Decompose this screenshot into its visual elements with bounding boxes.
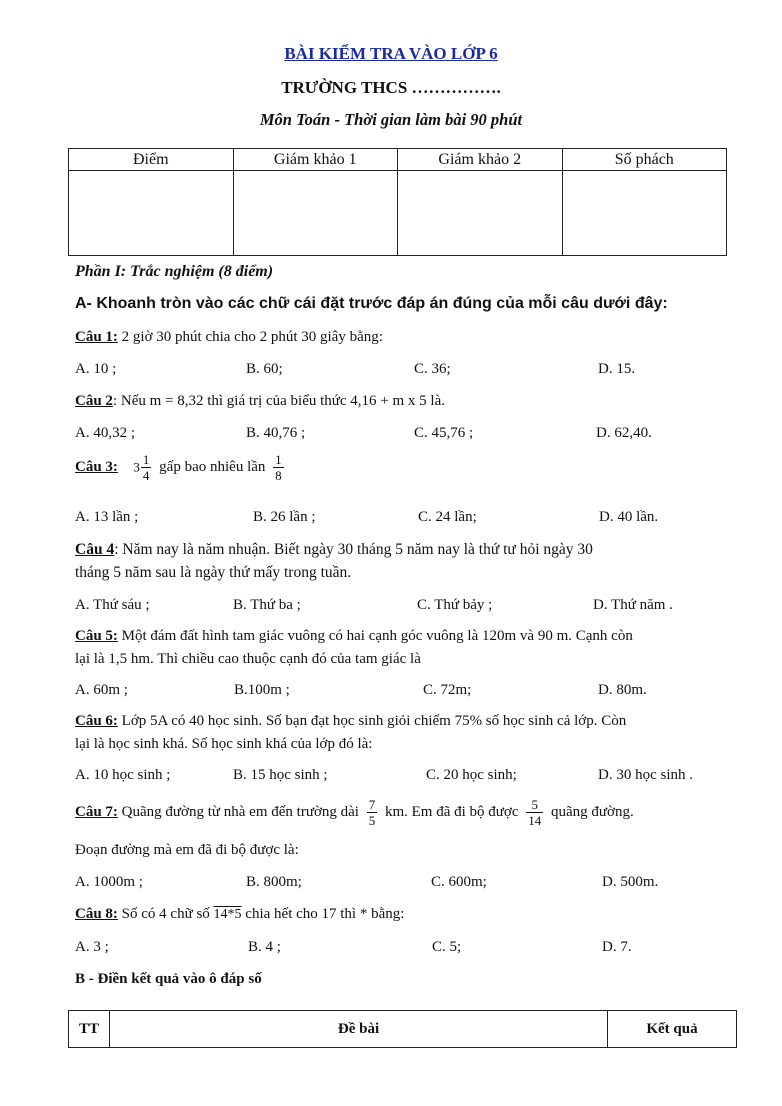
- q1-option-c: C. 36;: [414, 361, 451, 377]
- answer-col-de-bai: Đề bài: [110, 1011, 608, 1048]
- fraction-five-fourteenths: $\frac{5}{14}$: [528, 797, 542, 828]
- score-cell-so-phach: [562, 171, 727, 256]
- q4-option-b: B. Thứ ba ;: [233, 597, 301, 613]
- q8-option-d: D. 7.: [602, 939, 632, 955]
- question-label: Câu 1:: [75, 329, 118, 345]
- q1-option-b: B. 60;: [246, 361, 283, 377]
- q6-option-d: D. 30 học sinh .: [598, 767, 693, 783]
- q7-option-c: C. 600m;: [431, 874, 487, 890]
- q3-option-c: C. 24 lần;: [418, 509, 477, 525]
- score-col-so-phach: Số phách: [562, 149, 727, 171]
- score-cell-diem: [69, 171, 234, 256]
- q5-option-b: B.100m ;: [234, 682, 290, 698]
- question-6: [75, 713, 626, 730]
- q6-option-c: C. 20 học sinh;: [426, 767, 517, 783]
- score-table: [68, 148, 727, 256]
- subject-line: Môn Toán - Thời gian làm bài 90 phút: [259, 110, 523, 129]
- question-7: [75, 797, 634, 828]
- q8-option-b: B. 4 ;: [248, 939, 281, 955]
- answer-table: [68, 1010, 737, 1048]
- q1-option-d: D. 15.: [598, 361, 636, 377]
- score-table-blank-row: [69, 171, 727, 256]
- question-7-line-2: Đoạn đường mà em đã đi bộ được là:: [75, 842, 299, 858]
- question-label: Câu 5:: [75, 628, 118, 644]
- score-cell-giam-khao-1: [233, 171, 398, 256]
- q3-option-b: B. 26 lần ;: [253, 509, 316, 525]
- score-col-diem: Điểm: [69, 149, 234, 171]
- q4-option-c: C. Thứ bảy ;: [417, 597, 493, 613]
- question-5-line-2: lại là 1,5 hm. Thì chiều cao thuộc cạnh đó của tam giác là: [75, 651, 421, 667]
- question-text: chia hết cho 17 thì * bằng:: [241, 906, 405, 922]
- question-4: [75, 541, 593, 559]
- q4-option-a: A. Thứ sáu ;: [75, 597, 150, 613]
- exam-title: BÀI KIỂM TRA VÀO LỚP 6: [284, 44, 498, 63]
- answer-table-header-row: [69, 1011, 737, 1048]
- question-8: [75, 906, 404, 923]
- question-label: Câu 8:: [75, 906, 118, 922]
- question-5: [75, 628, 633, 645]
- q8-option-c: C. 5;: [432, 939, 462, 955]
- score-table-header-row: [69, 149, 727, 171]
- question-1: [75, 329, 383, 346]
- q2-option-c: C. 45,76 ;: [414, 425, 474, 441]
- mixed-number-whole: 3: [133, 459, 140, 475]
- fraction-one-quarter: $\frac{1}{4}$: [142, 452, 150, 483]
- q7-option-a: A. 1000m ;: [75, 874, 143, 890]
- q1-option-a: A. 10 ;: [75, 361, 117, 377]
- fraction-one-eighth: $\frac{1}{8}$: [275, 452, 282, 483]
- question-text: Số có 4 chữ số: [117, 906, 210, 922]
- q2-option-d: D. 62,40.: [596, 425, 652, 441]
- answer-col-tt: TT: [69, 1011, 110, 1048]
- question-text: Một đám đất hình tam giác vuông có hai cạnh góc vuông là 120m và 90 m. Cạnh còn: [117, 628, 633, 644]
- question-3: [75, 452, 288, 483]
- score-col-giam-khao-2: Giám khảo 2: [398, 149, 563, 171]
- q3-option-d: D. 40 lần.: [599, 509, 659, 525]
- question-label: Câu 7:: [75, 803, 118, 820]
- score-col-giam-khao-1: Giám khảo 1: [233, 149, 398, 171]
- q4-option-d: D. Thứ năm .: [593, 597, 673, 613]
- question-text: Lớp 5A có 40 học sinh. Số bạn đạt học sinh giỏi chiếm 75% số học sinh cả lớp. Còn: [117, 713, 627, 729]
- score-cell-giam-khao-2: [398, 171, 563, 256]
- question-text: 2 giờ 30 phút chia cho 2 phút 30 giây bằng:: [117, 329, 383, 345]
- q5-option-a: A. 60m ;: [75, 682, 128, 698]
- question-text: Quãng đường từ nhà em đến trường dài: [117, 803, 359, 820]
- question-label: Câu 6:: [75, 713, 118, 729]
- question-4-line-2: tháng 5 năm sau là ngày thứ mấy trong tuần.: [75, 564, 352, 581]
- q2-option-b: B. 40,76 ;: [246, 425, 306, 441]
- question-label: Câu 3:: [75, 458, 118, 475]
- question-6-line-2: lại là học sinh khá. Số học sinh khá của lớp đó là:: [75, 736, 373, 752]
- section-a-title: A- Khoanh tròn vào các chữ cái đặt trước đáp án đúng của mỗi câu dưới đây:: [75, 295, 668, 312]
- answer-col-ket-qua: Kết quả: [608, 1011, 737, 1048]
- question-2: [75, 393, 445, 410]
- question-label: Câu 4: [75, 541, 115, 558]
- overlined-number: 14*5: [213, 907, 242, 922]
- question-label: Câu 2: [75, 393, 113, 409]
- q2-option-a: A. 40,32 ;: [75, 425, 135, 441]
- q5-option-c: C. 72m;: [423, 682, 472, 698]
- question-text: km. Em đã đi bộ được: [384, 803, 519, 820]
- q8-option-a: A. 3 ;: [75, 939, 109, 955]
- q7-option-b: B. 800m;: [246, 874, 302, 890]
- q6-option-b: B. 15 học sinh ;: [233, 767, 328, 783]
- q5-option-d: D. 80m.: [598, 682, 647, 698]
- question-text: gấp bao nhiêu lần: [159, 458, 266, 475]
- section-b-title: B - Điền kết quả vào ô đáp số: [75, 971, 262, 987]
- school-name: TRƯỜNG THCS …………….: [281, 78, 501, 97]
- fraction-seven-fifths: $\frac{7}{5}$: [368, 797, 376, 828]
- part1-title: Phần I: Trắc nghiệm (8 điểm): [75, 263, 274, 280]
- question-text: : Năm nay là năm nhuận. Biết ngày 30 tháng 5 năm nay là thứ tư hỏi ngày 30: [114, 541, 593, 558]
- question-text: quãng đường.: [551, 803, 634, 820]
- q3-option-a: A. 13 lần ;: [75, 509, 139, 525]
- q6-option-a: A. 10 học sinh ;: [75, 767, 171, 783]
- question-text: : Nếu m = 8,32 thì giá trị của biểu thức 4,16 + m x 5 là.: [112, 393, 446, 409]
- q7-option-d: D. 500m.: [602, 874, 659, 890]
